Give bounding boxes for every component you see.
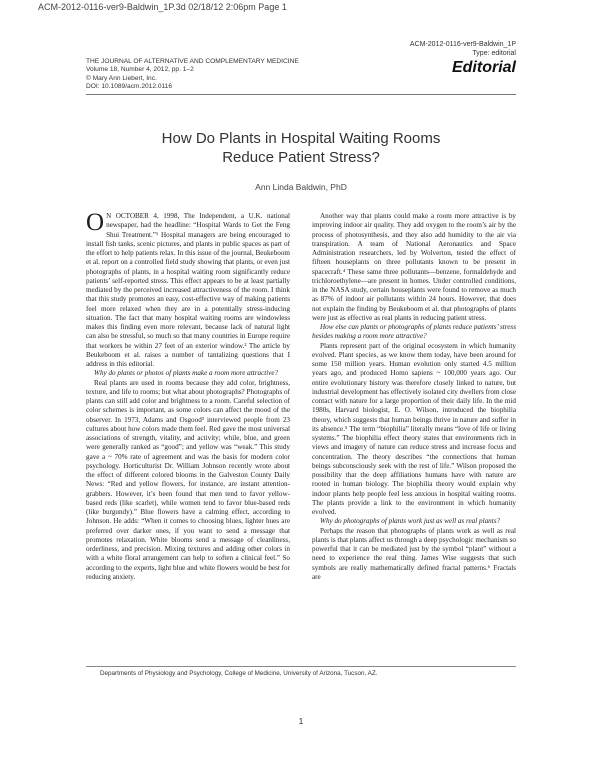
title-line-2: Reduce Patient Stress?: [222, 149, 380, 166]
section-question: Why do photographs of plants work just as well as real plants?: [320, 517, 501, 526]
journal-name: THE JOURNAL OF ALTERNATIVE AND COMPLEMENTARY MEDICINE: [86, 58, 299, 65]
paragraph: Another way that plants could make a room more attractive is by improving indoor air quality. They add oxygen to the room’s air by the process of photosynthesis, and they also add humidity to the air via transpiration. A team of National Aeronautics and Space Administration researchers, led by Wolverton, tested the effect of fifteen houseplants on three pollutants known to be present in spacecraft.⁴ These same three pollutants—benzene, formaldehyde and trichloroethylene—are present in homes. Under controlled conditions, in the NASA study, certain houseplants were found to remove as much as 87% of indoor air pollutants within 24 hours. However, that does not explain the finding by Beukeboom et al. that photographs of plants were just as effective as real plants in reducing patient stress.: [312, 212, 516, 322]
journal-info: [86, 58, 299, 91]
proof-header: ACM-2012-0116-ver9-Baldwin_1P.3d 02/18/12 2:06pm Page 1: [38, 2, 287, 12]
page-number: 1: [298, 716, 304, 726]
paragraph: Plants represent part of the original ecosystem in which humanity evolved. Plant species, as we know them today, have been around for some 150 million years. Human evolution only started 4.5 million years ago, and produced Homo sapiens ~ 100,000 years ago. Our entire evolutionary history was therefore closely linked to nature, but industrial development has effectively isolated city dwellers from close contact with nature for a large proportion of their daily life. In the mid 1980s, Harvard biologist, E. O. Wilson, introduced the biophilia theory, which suggests that human beings thrive in nature and suffer in its absence.⁵ The term “biophilia” literally means “love of life or living systems.” The biophilia effect theory states that environments rich in views and imagery of nature can reduce stress and increase focus and concentration. The theory describes “the connections that human beings subconsciously seek with the rest of life.” Wilson proposed the possibility that the deep affiliations humans have with nature are rooted in human biology. The biophilia theory would explain why indoor plants help people feel less anxious in hospital waiting rooms. The plants provide a link to the environment in which humanity evolved.: [312, 341, 516, 516]
journal-copyright: © Mary Ann Liebert, Inc.: [86, 74, 157, 82]
paragraph: Real plants are used in rooms because they add color, brightness, texture, and life to rooms; but what about photographs? Photographs of plants can still add color and brightness to a room. Careful selection of color schemes is important, as some colors can affect the mood of the observer. In 1973, Adams and Osgood³ interviewed people from 23 cultures about how colors made them feel. Red gave the most universal associations of strength, vitality, and activity; while, blue, and green were generally ranked as “good”; and yellow was “weak.” This study gave a ~ 70% rate of agreement and was the basis for modern color psychology. Horticulturist Dr. William Johnson recently wrote about the effect of different colored blooms in the Galveston County Daily News: “Red and yellow flowers, for instance, are instant attention-grabbers. However, it’s been found that men tend to favor yellow-based reds (like scarlet), while women tend to favor blue-based reds (like burgundy).” Blue flowers have a calming effect, according to Johnson. He adds: “When it comes to choosing blues, lighter hues are preferred over darker ones, if you want to send a message that promotes relaxation. White blooms send a message of cleanliness, orderliness, and precision. Mixing textures and adding other colors in with a white floral arrangement can help to soften a clinical feel.” So according to the experts, light blue and white flowers would be best for reducing anxiety.: [86, 378, 290, 581]
journal-volume: Volume 18, Number 4, 2012, pp. 1–2: [86, 66, 194, 74]
journal-doi: DOI: 10.1089/acm.2012.0116: [86, 82, 173, 90]
running-head: [410, 40, 516, 58]
footnote-rule: [86, 666, 516, 667]
affiliation: Departments of Physiology and Psychology, College of Medicine, University of Arizona, Tucson, AZ.: [100, 670, 378, 677]
body-column-right: [312, 212, 516, 582]
paragraph: [86, 209, 290, 369]
paragraph-text: N OCTOBER 4, 1998, The Independent, a U.K. national newspaper, had the headline: “Hospital Wards to Get the Feng Shui Treatment.”¹ Hospital managers are being encouraged to install fish tanks, scenic pictures, and plants in public spaces as part of the effort to help patients relax. In this issue of the journal, Beukeboom et al. report on a controlled field study showing that plants, or even just photographs of plants, in a hospital waiting room significantly reduce patients’ self-reported stress. This effect appears to be at least partially mediated by the perceived increased attractiveness of the room. I think that this study promotes an easy, cost-effective way of making patients feel more relaxed when they are in a potentially stress-inducing situation. The fact that many hospital waiting rooms are windowless makes this finding even more relevant, because lack of natural light can also be stressful, so much so that many countries in Europe require that workers be within 27 feet of an exterior window.² The article by Beukeboom et al. raises a number of tantalizing questions that I address in this editorial.: [86, 212, 290, 368]
body-column-left: [86, 209, 290, 582]
author-name: Ann Linda Baldwin, PhD: [255, 182, 347, 192]
article-code: ACM-2012-0116-ver9-Baldwin_1P: [409, 41, 516, 48]
header-rule: [86, 94, 516, 95]
section-question: Why do plants or photos of plants make a room more attractive?: [94, 369, 279, 378]
drop-cap: O: [86, 209, 105, 236]
article-title: [86, 129, 516, 167]
paragraph: Perhaps the reason that photographs of plants work as well as real plants is that plants affect us through a deep psychologic mechanism so powerful that it can be mediated just by the symbol “plant” without a need to experience the real thing. James Wise suggests that such symbols are really mathematically defined fractal patterns.⁶ Fractals are: [312, 526, 516, 581]
title-line-1: How Do Plants in Hospital Waiting Rooms: [161, 130, 441, 147]
section-label: Editorial: [451, 59, 516, 76]
section-question: How else can plants or photographs of plants reduce patients’ stress besides making a room more attractive?: [312, 323, 516, 341]
article-type: Type: editorial: [472, 50, 516, 57]
